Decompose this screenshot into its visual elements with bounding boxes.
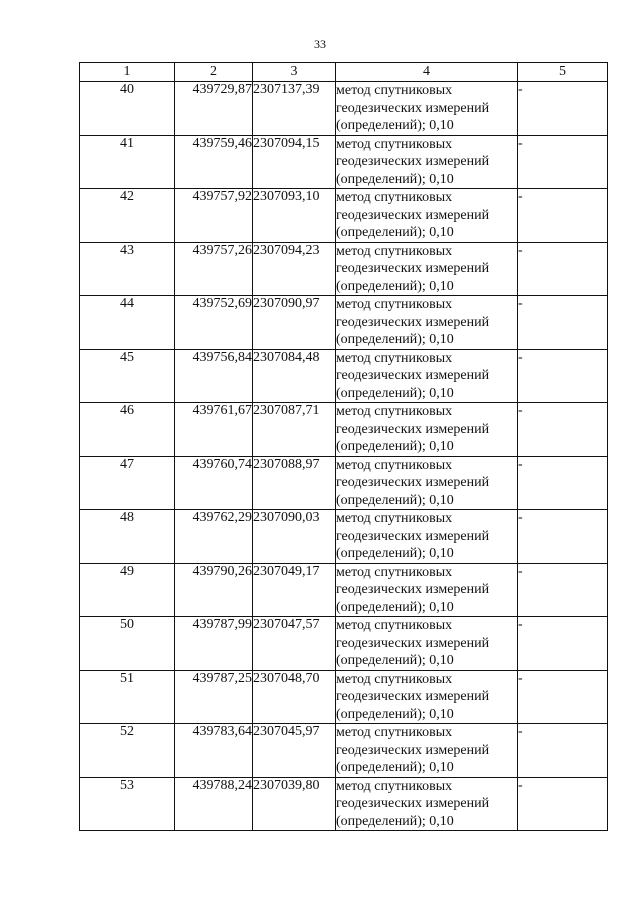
x-coordinate-cell: 439757,26: [175, 242, 253, 296]
y-coordinate-cell: 2307084,48: [253, 349, 336, 403]
method-line: метод спутниковых: [336, 404, 453, 419]
y-coordinate-cell: 2307094,15: [253, 135, 336, 189]
note-cell: -: [518, 456, 608, 510]
method-line: (определений); 0,10: [336, 760, 454, 775]
x-coordinate-cell: 439761,67: [175, 403, 253, 457]
method-line: (определений); 0,10: [336, 439, 454, 454]
table-row: [80, 349, 608, 403]
x-coordinate-cell: 439762,29: [175, 510, 253, 564]
method-line: геодезических измерений: [336, 314, 490, 330]
note-cell: -: [518, 82, 608, 136]
table-row: [80, 296, 608, 350]
point-number-cell: 40: [80, 82, 175, 136]
point-number-cell: 43: [80, 242, 175, 296]
method-line: геодезических измерений: [336, 635, 490, 651]
table-header-row: [80, 63, 608, 82]
method-line: геодезических измерений: [336, 689, 490, 704]
method-cell: [336, 724, 518, 778]
x-coordinate-cell: 439790,26: [175, 563, 253, 617]
y-coordinate-cell: 2307049,17: [253, 563, 336, 617]
method-cell: [336, 563, 518, 617]
page-number: 33: [314, 37, 326, 51]
method-cell: [336, 135, 518, 189]
table-row: [80, 510, 608, 564]
x-coordinate-cell: 439729,87: [175, 82, 253, 136]
method-cell: [336, 242, 518, 296]
point-number-cell: 50: [80, 617, 175, 671]
note-cell: -: [518, 617, 608, 671]
x-coordinate-cell: 439759,46: [175, 135, 253, 189]
note-cell: -: [518, 296, 608, 350]
table-row: [80, 670, 608, 724]
point-number-cell: 53: [80, 777, 175, 831]
point-number-cell: 41: [80, 135, 175, 189]
note-cell: -: [518, 403, 608, 457]
method-line: (определений); 0,10: [336, 225, 454, 240]
y-coordinate-cell: 2307093,10: [253, 189, 336, 243]
column-header: 1: [80, 63, 175, 82]
y-coordinate-cell: 2307048,70: [253, 670, 336, 724]
x-coordinate-cell: 439760,74: [175, 456, 253, 510]
column-header: 5: [518, 63, 608, 82]
method-line: геодезических измерений: [336, 796, 490, 811]
method-line: геодезических измерений: [336, 368, 490, 383]
method-line: геодезических измерений: [336, 207, 490, 223]
method-line: метод спутниковых: [336, 564, 453, 580]
method-line: (определений); 0,10: [336, 813, 454, 829]
table-row: [80, 456, 608, 510]
method-line: геодезических измерений: [336, 261, 490, 276]
y-coordinate-cell: 2307047,57: [253, 617, 336, 671]
method-line: (определений); 0,10: [336, 653, 454, 668]
method-line: метод спутниковых: [336, 243, 453, 259]
x-coordinate-cell: 439757,92: [175, 189, 253, 243]
method-line: метод спутниковых: [336, 671, 453, 687]
method-cell: [336, 349, 518, 403]
coordinates-table: [79, 62, 608, 831]
method-line: (определений); 0,10: [336, 118, 454, 133]
method-line: геодезических измерений: [336, 742, 490, 758]
method-line: метод спутниковых: [336, 511, 453, 526]
method-cell: [336, 510, 518, 564]
y-coordinate-cell: 2307090,97: [253, 296, 336, 350]
method-line: метод спутниковых: [336, 618, 453, 633]
table-row: [80, 189, 608, 243]
method-line: (определений); 0,10: [336, 492, 454, 508]
method-line: (определений); 0,10: [336, 546, 454, 561]
method-cell: [336, 670, 518, 724]
y-coordinate-cell: 2307087,71: [253, 403, 336, 457]
y-coordinate-cell: 2307094,23: [253, 242, 336, 296]
note-cell: -: [518, 510, 608, 564]
point-number-cell: 48: [80, 510, 175, 564]
method-line: метод спутниковых: [336, 190, 453, 205]
method-line: геодезических измерений: [336, 582, 490, 597]
method-line: (определений); 0,10: [336, 171, 454, 187]
column-header: 2: [175, 63, 253, 82]
point-number-cell: 47: [80, 456, 175, 510]
table-row: [80, 135, 608, 189]
column-header: 4: [336, 63, 518, 82]
method-line: геодезических измерений: [336, 421, 490, 437]
table-row: [80, 82, 608, 136]
table-row: [80, 403, 608, 457]
method-line: (определений); 0,10: [336, 599, 454, 615]
column-header: 3: [253, 63, 336, 82]
method-line: метод спутниковых: [336, 136, 453, 152]
note-cell: -: [518, 135, 608, 189]
note-cell: -: [518, 777, 608, 831]
method-line: метод спутниковых: [336, 725, 453, 740]
table-row: [80, 242, 608, 296]
method-cell: [336, 296, 518, 350]
method-cell: [336, 189, 518, 243]
point-number-cell: 44: [80, 296, 175, 350]
point-number-cell: 46: [80, 403, 175, 457]
method-line: метод спутниковых: [336, 297, 453, 312]
x-coordinate-cell: 439787,25: [175, 670, 253, 724]
table-row: [80, 724, 608, 778]
method-cell: [336, 617, 518, 671]
note-cell: -: [518, 563, 608, 617]
x-coordinate-cell: 439752,69: [175, 296, 253, 350]
method-line: метод спутниковых: [336, 350, 453, 366]
table-body: [80, 82, 608, 831]
point-number-cell: 49: [80, 563, 175, 617]
method-line: метод спутниковых: [336, 457, 453, 473]
x-coordinate-cell: 439783,64: [175, 724, 253, 778]
point-number-cell: 45: [80, 349, 175, 403]
method-line: метод спутниковых: [336, 778, 453, 794]
method-cell: [336, 82, 518, 136]
note-cell: -: [518, 724, 608, 778]
note-cell: -: [518, 242, 608, 296]
note-cell: -: [518, 349, 608, 403]
method-line: (определений); 0,10: [336, 706, 454, 722]
y-coordinate-cell: 2307039,80: [253, 777, 336, 831]
y-coordinate-cell: 2307088,97: [253, 456, 336, 510]
method-cell: [336, 403, 518, 457]
method-line: (определений); 0,10: [336, 385, 454, 401]
point-number-cell: 51: [80, 670, 175, 724]
x-coordinate-cell: 439756,84: [175, 349, 253, 403]
x-coordinate-cell: 439788,24: [175, 777, 253, 831]
method-line: геодезических измерений: [336, 154, 490, 169]
method-line: геодезических измерений: [336, 475, 490, 490]
method-line: (определений); 0,10: [336, 278, 454, 294]
point-number-cell: 52: [80, 724, 175, 778]
table-row: [80, 777, 608, 831]
y-coordinate-cell: 2307137,39: [253, 82, 336, 136]
x-coordinate-cell: 439787,99: [175, 617, 253, 671]
table-row: [80, 563, 608, 617]
table-row: [80, 617, 608, 671]
note-cell: -: [518, 189, 608, 243]
method-cell: [336, 777, 518, 831]
y-coordinate-cell: 2307090,03: [253, 510, 336, 564]
method-line: (определений); 0,10: [336, 332, 454, 347]
method-line: геодезических измерений: [336, 100, 490, 116]
note-cell: -: [518, 670, 608, 724]
method-line: метод спутниковых: [336, 83, 453, 98]
y-coordinate-cell: 2307045,97: [253, 724, 336, 778]
method-line: геодезических измерений: [336, 528, 490, 544]
method-cell: [336, 456, 518, 510]
point-number-cell: 42: [80, 189, 175, 243]
